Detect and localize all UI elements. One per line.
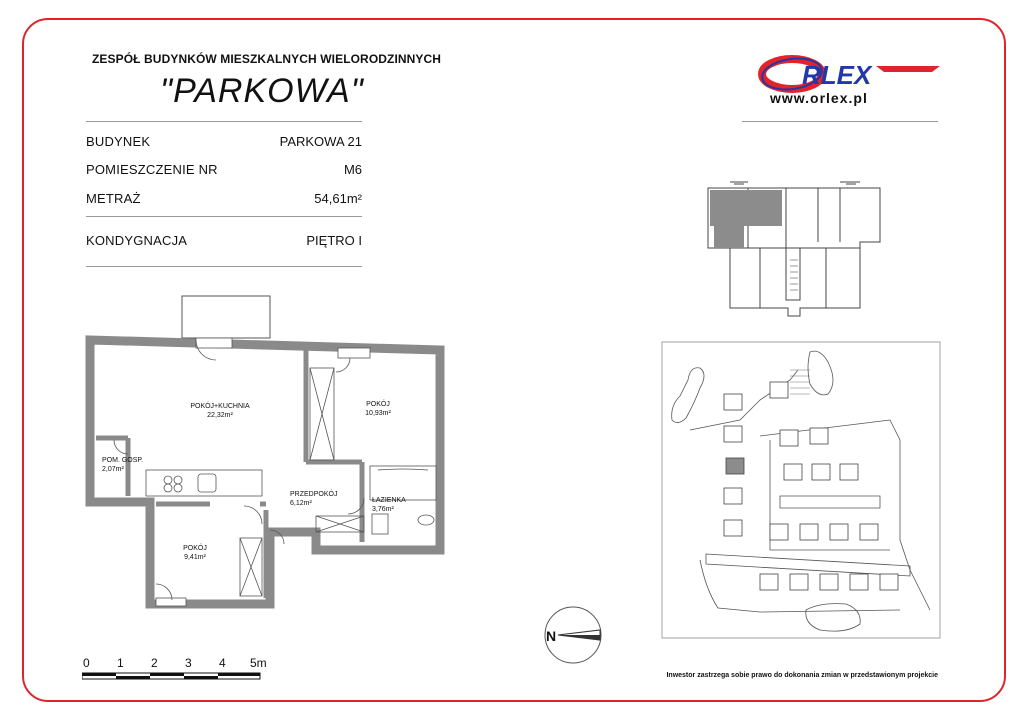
details-rule-top	[86, 121, 362, 122]
compass-north-label: N	[546, 628, 557, 644]
value-metraz: 54,61m²	[314, 191, 362, 206]
scale-bar	[82, 672, 272, 680]
room-area: 22,32m²	[207, 412, 233, 419]
scale-label-3: 3	[185, 656, 192, 670]
scale-label-1: 1	[117, 656, 124, 670]
details-rule-mid	[86, 216, 362, 217]
label-kondygnacja: KONDYGNACJA	[86, 233, 188, 248]
label-metraz: METRAŻ	[86, 191, 141, 206]
room-name: PRZEDPOKÓJ	[290, 491, 338, 498]
room-bedroom-1	[348, 400, 408, 418]
logo-url[interactable]: www.orlex.pl	[770, 90, 868, 106]
room-living-kitchen	[180, 402, 260, 420]
room-name: POKÓJ	[366, 401, 390, 408]
room-utility	[102, 456, 158, 474]
value-kondygnacja: PIĘTRO I	[306, 233, 362, 248]
room-area: 9,41m²	[184, 554, 206, 561]
room-name: ŁAZIENKA	[372, 497, 406, 504]
header-rule-right	[742, 121, 938, 122]
room-area: 6,12m²	[290, 500, 312, 507]
room-name: POKÓJ	[183, 545, 207, 552]
room-area: 2,07m²	[102, 466, 124, 473]
highlight-unit	[710, 190, 782, 226]
details-rule-bottom	[86, 266, 362, 267]
label-budynek: BUDYNEK	[86, 134, 151, 149]
room-bathroom	[372, 496, 422, 514]
scale-label-0: 0	[83, 656, 90, 670]
scale-label-5: 5m	[250, 656, 267, 670]
building-floor-plan	[700, 180, 890, 320]
scale-label-2: 2	[151, 656, 158, 670]
room-bedroom-2	[170, 544, 220, 562]
disclaimer-text: Inwestor zastrzega sobie prawo do dokonania zmian w przedstawionym projekcie	[666, 672, 938, 679]
room-name: POM. GOSP.	[102, 457, 144, 464]
value-budynek: PARKOWA 21	[279, 134, 362, 149]
project-title: "PARKOWA"	[160, 72, 364, 110]
project-subtitle: ZESPÓŁ BUDYNKÓW MIESZKALNYCH WIELORODZINNYCH	[92, 52, 442, 66]
svg-text:RLEX: RLEX	[802, 60, 872, 90]
room-name: POKÓJ+KUCHNIA	[190, 403, 250, 410]
room-area: 3,76m²	[372, 506, 394, 513]
value-pomieszczenie: M6	[343, 162, 362, 177]
room-hallway	[290, 490, 350, 508]
label-pomieszczenie: POMIESZCZENIE NR	[86, 162, 218, 177]
room-area: 10,93m²	[365, 410, 391, 417]
scale-label-4: 4	[219, 656, 226, 670]
site-plan	[660, 340, 942, 640]
